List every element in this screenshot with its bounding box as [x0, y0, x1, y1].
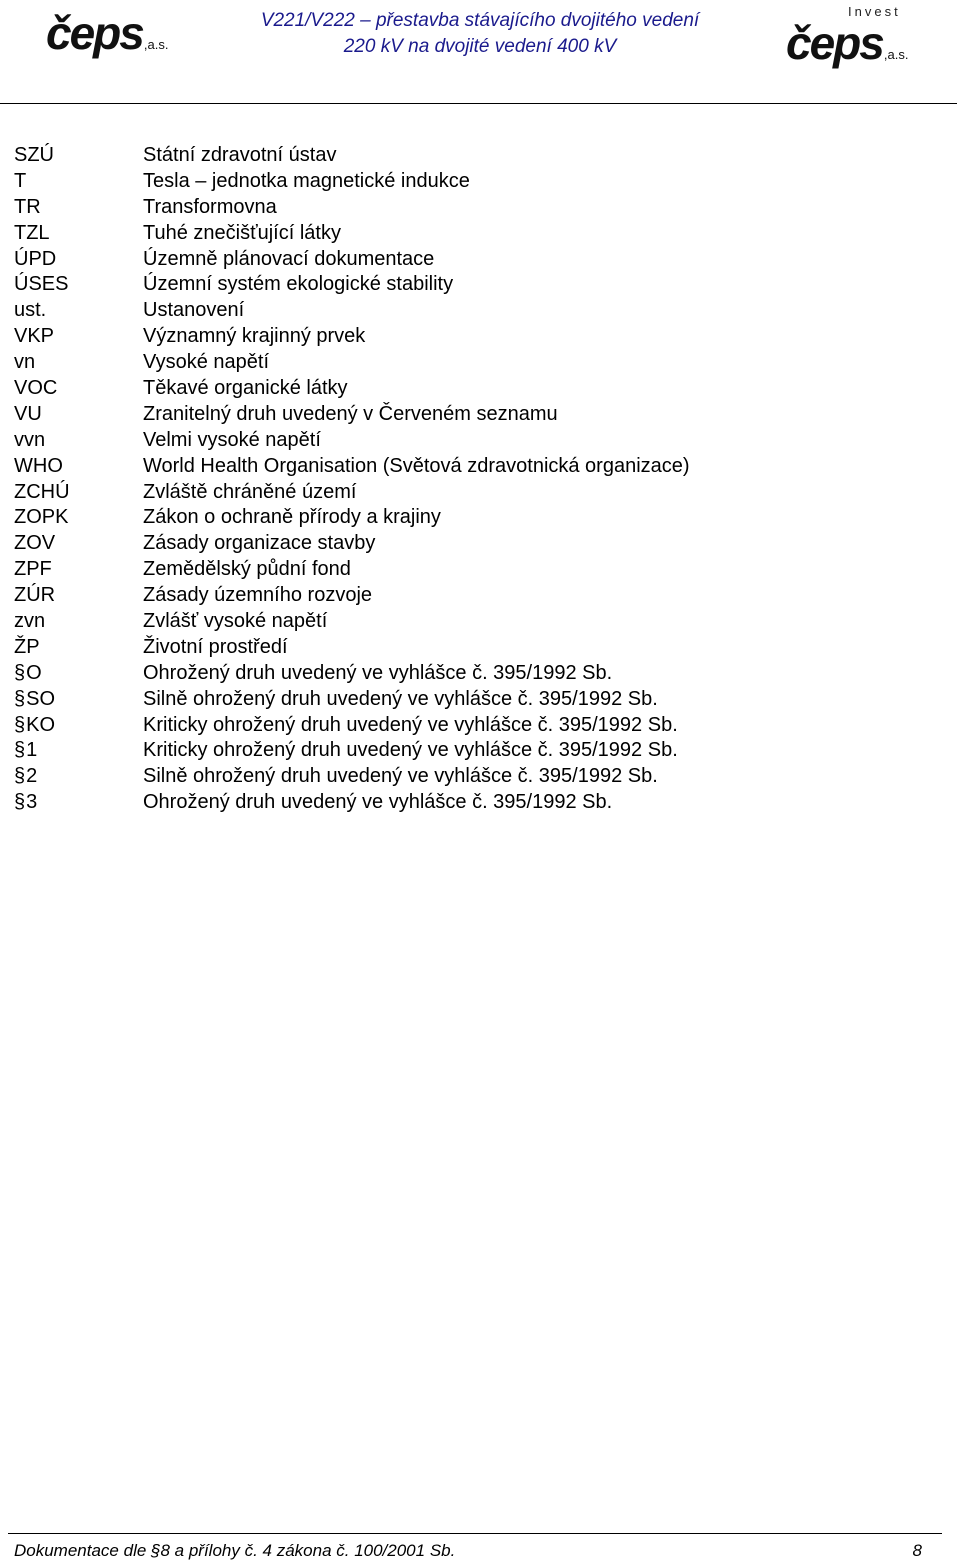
abbreviation-meaning: Státní zdravotní ústav [143, 144, 337, 166]
abbreviation-code: ZÚR [14, 584, 56, 607]
glossary-row [14, 480, 944, 506]
abbreviation [14, 169, 143, 195]
abbreviation [14, 298, 143, 324]
abbreviation-meaning: Zásady organizace stavby [143, 532, 376, 555]
abbreviation-meaning: Silně ohrožený druh uvedený ve vyhlášce č. 395/1992 Sb. [143, 687, 658, 710]
abbreviation [14, 661, 143, 687]
abbreviation [14, 635, 143, 661]
glossary-row [14, 143, 944, 169]
abbreviation [14, 143, 143, 169]
abbreviation-code: O [26, 661, 42, 684]
abbreviation [14, 428, 143, 454]
abbreviation-meaning: Ustanovení [143, 299, 245, 322]
abbreviation-code: VOC [14, 377, 58, 400]
abbreviation-code: ZOPK [14, 506, 69, 529]
abbreviation-code: ZCHÚ [14, 480, 70, 503]
abbreviation [14, 713, 143, 739]
abbreviation [14, 350, 143, 376]
abbreviation-code: VU [14, 402, 42, 425]
abbreviation [14, 738, 143, 764]
abbreviation-code: ZPF [14, 558, 52, 581]
abbreviation [14, 557, 143, 583]
abbreviation-meaning: Transformovna [143, 195, 277, 218]
abbreviation-code: SO [26, 687, 56, 710]
glossary-row [14, 454, 944, 480]
logo-invest-label: Invest [848, 4, 901, 19]
abbreviation [14, 790, 143, 816]
logo-suffix: ,a.s. [143, 37, 169, 52]
abbreviation [14, 583, 143, 609]
abbreviation-code: 1 [26, 739, 38, 762]
abbreviation-meaning: Zákon o ochraně přírody a krajiny [143, 506, 441, 529]
section-sign: § [14, 661, 26, 684]
abbreviation [14, 402, 143, 428]
glossary-row [14, 635, 944, 661]
document-title-line2: 220 kV na dvojité vedení 400 kV [343, 36, 617, 57]
footer-text: Dokumentace dle §8 a přílohy č. 4 zákona č. 100/2001 Sb. [14, 1541, 456, 1560]
logo-wordmark: čeps [46, 7, 143, 59]
abbreviation-meaning: Těkavé organické látky [143, 377, 348, 400]
glossary-row [14, 195, 944, 221]
abbreviation-code: 3 [26, 791, 38, 814]
glossary-row [14, 350, 944, 376]
glossary-row [14, 531, 944, 557]
abbreviation-code: ÚPD [14, 247, 57, 270]
abbreviation-meaning: Významný krajinný prvek [143, 325, 366, 348]
header-divider [0, 103, 957, 104]
abbreviation [14, 272, 143, 298]
abbreviation-meaning: Územní systém ekologické stability [143, 273, 454, 296]
abbreviation-meaning: Zvláště chráněné území [143, 480, 357, 503]
abbreviation [14, 195, 143, 221]
abbreviation-code: WHO [14, 454, 63, 477]
page-number: 8 [912, 1541, 922, 1560]
abbreviation-meaning: World Health Organisation (Světová zdravotnická organizace) [143, 454, 690, 477]
glossary-row [14, 583, 944, 609]
abbreviation [14, 609, 143, 635]
abbreviation [14, 480, 143, 506]
glossary-row [14, 790, 944, 816]
abbreviation [14, 505, 143, 531]
document-title-line1: V221/V222 – přestavba stávajícího dvojitého vedení [260, 10, 700, 31]
abbreviation-code: ZOV [14, 532, 56, 555]
glossary-row [14, 272, 944, 298]
abbreviation-code: ÚSES [14, 273, 69, 296]
abbreviation-code: vn [14, 351, 36, 374]
abbreviation-meaning: Územně plánovací dokumentace [143, 247, 435, 270]
glossary-row [14, 169, 944, 195]
abbreviation-meaning: Zvlášť vysoké napětí [143, 610, 328, 633]
document-title [200, 8, 760, 60]
abbreviation-code: TZL [14, 221, 50, 244]
page-header [0, 0, 960, 110]
logo-suffix: ,a.s. [883, 47, 909, 62]
ceps-logo [46, 7, 169, 59]
abbreviation-code: ust. [14, 299, 47, 322]
abbreviation-meaning: Zemědělský půdní fond [143, 558, 351, 581]
logo-wordmark: čeps [786, 17, 883, 69]
glossary-row [14, 609, 944, 635]
abbreviation [14, 454, 143, 480]
abbreviation-meaning: Zranitelný druh uvedený v Červeném seznamu [143, 402, 558, 425]
abbreviation-meaning: Tuhé znečišťující látky [143, 221, 341, 244]
abbreviation-code: zvn [14, 610, 46, 633]
abbreviation-meaning: Tesla – jednotka magnetické indukce [143, 169, 470, 192]
abbreviation-meaning: Ohrožený druh uvedený ve vyhlášce č. 395/1992 Sb. [143, 661, 613, 684]
abbreviation-meaning: Kriticky ohrožený druh uvedený ve vyhlášce č. 395/1992 Sb. [143, 739, 678, 762]
abbreviation-meaning: Vysoké napětí [143, 351, 270, 374]
abbreviation [14, 376, 143, 402]
section-sign: § [14, 739, 26, 762]
abbreviation-code: vvn [14, 428, 46, 451]
abbreviation-meaning: Silně ohrožený druh uvedený ve vyhlášce č. 395/1992 Sb. [143, 765, 658, 788]
glossary-row [14, 661, 944, 687]
abbreviation-meaning: Kriticky ohrožený druh uvedený ve vyhlášce č. 395/1992 Sb. [143, 713, 678, 736]
glossary-row [14, 713, 944, 739]
glossary-row [14, 428, 944, 454]
glossary-row [14, 298, 944, 324]
abbreviation-code: VKP [14, 325, 55, 348]
glossary-row [14, 221, 944, 247]
section-sign: § [14, 687, 26, 710]
abbreviation [14, 687, 143, 713]
section-sign: § [14, 713, 26, 736]
glossary-row [14, 402, 944, 428]
abbreviation-meaning: Životní prostředí [143, 635, 288, 658]
abbreviation-meaning: Zásady územního rozvoje [143, 584, 373, 607]
abbreviation-meaning: Velmi vysoké napětí [143, 428, 321, 451]
abbreviation [14, 221, 143, 247]
ceps-invest-logo [786, 4, 909, 69]
glossary-row [14, 324, 944, 350]
abbreviation-code: KO [26, 713, 56, 736]
abbreviation-code: T [14, 169, 27, 192]
glossary-row [14, 738, 944, 764]
glossary-row [14, 764, 944, 790]
glossary-row [14, 247, 944, 273]
abbreviation [14, 764, 143, 790]
abbreviation [14, 247, 143, 273]
abbreviation-meaning: Ohrožený druh uvedený ve vyhlášce č. 395/1992 Sb. [143, 791, 613, 814]
section-sign: § [14, 765, 26, 788]
footer-divider [8, 1533, 942, 1534]
glossary-row [14, 557, 944, 583]
glossary-row [14, 376, 944, 402]
abbreviation-code: TR [14, 195, 41, 218]
abbreviation-code: SZÚ [14, 144, 54, 166]
abbreviation-list [14, 143, 944, 816]
abbreviation [14, 324, 143, 350]
abbreviation-code: ŽP [14, 635, 40, 658]
glossary-row [14, 687, 944, 713]
abbreviation [14, 531, 143, 557]
abbreviation-code: 2 [26, 765, 38, 788]
section-sign: § [14, 791, 26, 814]
glossary-row [14, 505, 944, 531]
